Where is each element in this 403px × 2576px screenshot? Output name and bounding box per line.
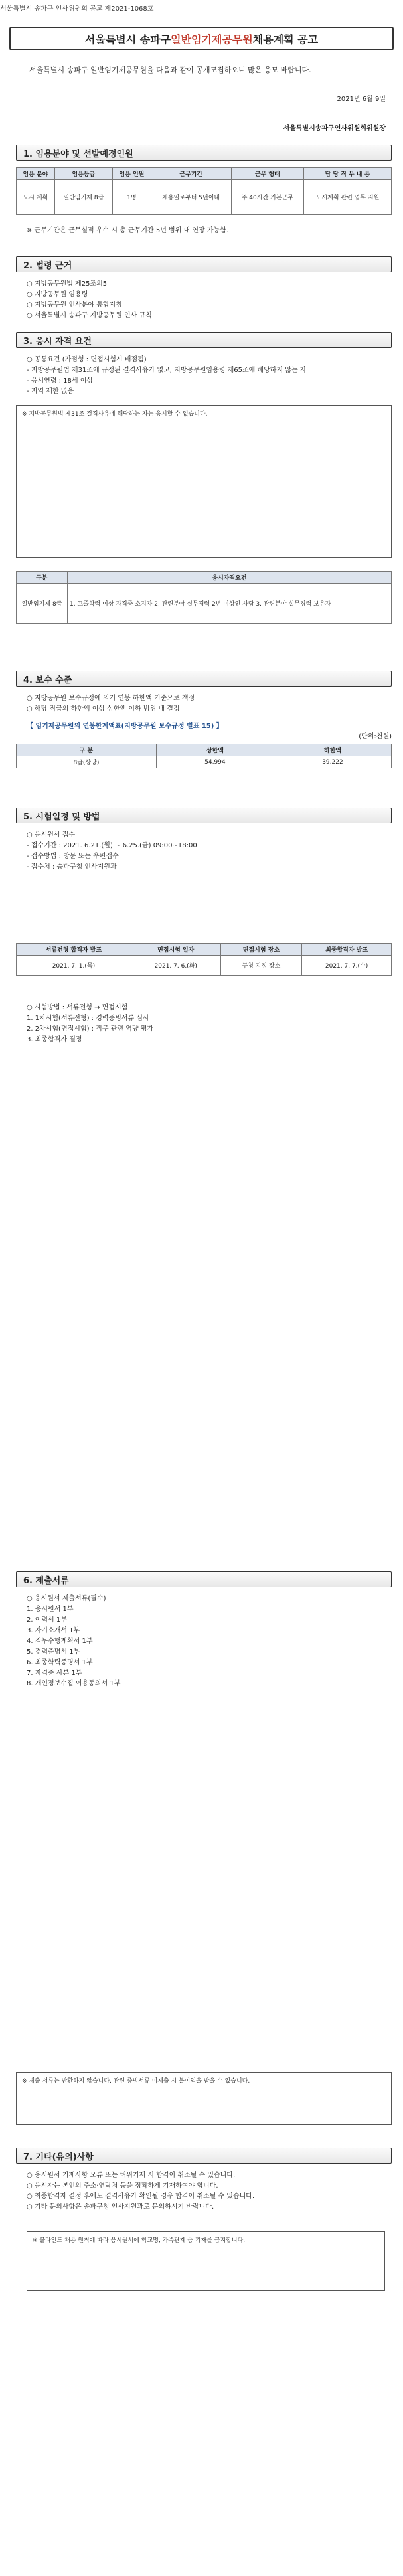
blind-hiring-box: ※ 블라인드 채용 원칙에 따라 응시원서에 학교명, 가족관계 등 기재를 금지합니다.	[27, 2231, 385, 2291]
section-3-header: 3. 응시 자격 요건	[16, 332, 392, 348]
salary-table: 구 분 상한액 하한액 8급(상당) 54,994 39,222	[16, 744, 392, 768]
notes-list: ○ 응시원서 기재사항 오류 또는 허위기재 시 합격이 취소될 수 있습니다. ○ 응시자는 본인의 주소·연락처 등을 정확하게 기재하여야 합니다. ○ 최종합격자 결정 후에도 결격사유가 확인될 경우 합격이 취소될 수 있습니다. ○ 기타 문의사항은 송파구청 인사지원과로 문의하시기 바랍니다.	[27, 2172, 255, 2211]
qualification-list: ○ 공통요건 (가점형 : 면접시험시 배점됨) - 지방공무원법 제31조에 규정된 결격사유가 없고, 지방공무원임용령 제65조에 해당하지 않는 자 - 응시연령 : 18세 이상 - 지역 제한 없음	[27, 356, 307, 395]
page-title: 서울특별시 송파구 일반임기제공무원 채용계획 공고	[9, 27, 394, 50]
salary-lines: ○ 지방공무원 보수규정에 의거 연봉 하한액 기준으로 책정 ○ 해당 직급의 하한액 이상 상한액 이하 범위 내 결정	[27, 695, 195, 713]
salary-subtitle: 【 임기제공무원의 연봉한계액표(지방공무원 보수규정 별표 15) 】	[27, 723, 223, 730]
application-lines: ○ 응시원서 접수 - 접수기간 : 2021. 6.21.(월) ~ 6.25.(금) 09:00~18:00 - 접수방법 : 방문 또는 우편접수 - 접수처 : 송파구청 인사지원과	[27, 831, 197, 871]
schedule-table: 서류전형 합격자 발표 면접시험 일자 면접시험 장소 최종합격자 발표 2021. 7. 1.(목) 2021. 7. 6.(화) 구청 지정 장소 2021. 7. 7.(수)	[16, 943, 392, 976]
disqualification-box: ※ 지방공무원법 제31조 결격사유에 해당하는 자는 응시할 수 없습니다.	[16, 405, 392, 558]
section-1-header: 1. 임용분야 및 선발예정인원	[16, 145, 392, 161]
document-list: ○ 응시원서 제출서류(필수) 1. 응시원서 1부 2. 이력서 1부 3. 자기소개서 1부 4. 직무수행계획서 1부 5. 경력증명서 1부 6. 최종학력증명서 1부 7. 자격증 사본 1부 8. 개인정보수집 이용동의서 1부	[27, 1595, 121, 1687]
section-6-header: 6. 제출서류	[16, 1571, 392, 1587]
qualification-table: 구분 응시자격요건 일반임기제 8급 1. 고졸학력 이상 자격증 소지자 2. 관련분야 실무경력 2년 이상인 사람 3. 관련분야 실무경력 보유자	[16, 571, 392, 624]
position-table: 임용 분야 임용등급 임용 인원 근무기간 근무 형태 담 당 직 무 내 용 도시 계획 일반임기제 8급 1명 채용일로부터 5년이내 주 40시간 기본근무 도시계획 관련 업무 지원	[16, 167, 392, 215]
exam-method-lines: ○ 시험방법 : 서류전형 → 면접시험 1. 1차시험(서류전형) : 경력증빙서류 심사 2. 2차시험(면접시험) : 직무 관련 역량 평가 3. 최종합격자 결정	[27, 1004, 154, 1043]
table1-note: ※ 근무기간은 근무실적 우수 시 총 근무기간 5년 범위 내 연장 가능함.	[27, 227, 229, 234]
law-list: ○ 지방공무원법 제25조의5 ○ 지방공무원 임용령 ○ 지방공무원 인사분야 통합지침 ○ 서울특별시 송파구 지방공무원 인사 규칙	[27, 280, 152, 319]
notice-number: 서울특별시 송파구 인사위원회 공고 제2021-1068호	[0, 5, 154, 13]
section-7-header: 7. 기타(유의)사항	[16, 2148, 392, 2164]
section-4-header: 4. 보수 수준	[16, 671, 392, 687]
salary-unit: (단위:천원)	[359, 733, 392, 740]
issuing-org: 서울특별시송파구인사위원회위원장	[283, 125, 386, 132]
section-2-header: 2. 법령 근거	[16, 256, 392, 272]
section-5-header: 5. 시험일정 및 방법	[16, 808, 392, 823]
intro-text: 서울특별시 송파구 일반임기제공무원을 다음과 같이 공개모집하오니 많은 응모 바랍니다.	[29, 66, 311, 74]
notice-date: 2021년 6월 9일	[337, 96, 386, 103]
documents-note-box: ※ 제출 서류는 반환하지 않습니다. 관련 증빙서류 미제출 시 불이익을 받을 수 있습니다.	[16, 2072, 392, 2125]
